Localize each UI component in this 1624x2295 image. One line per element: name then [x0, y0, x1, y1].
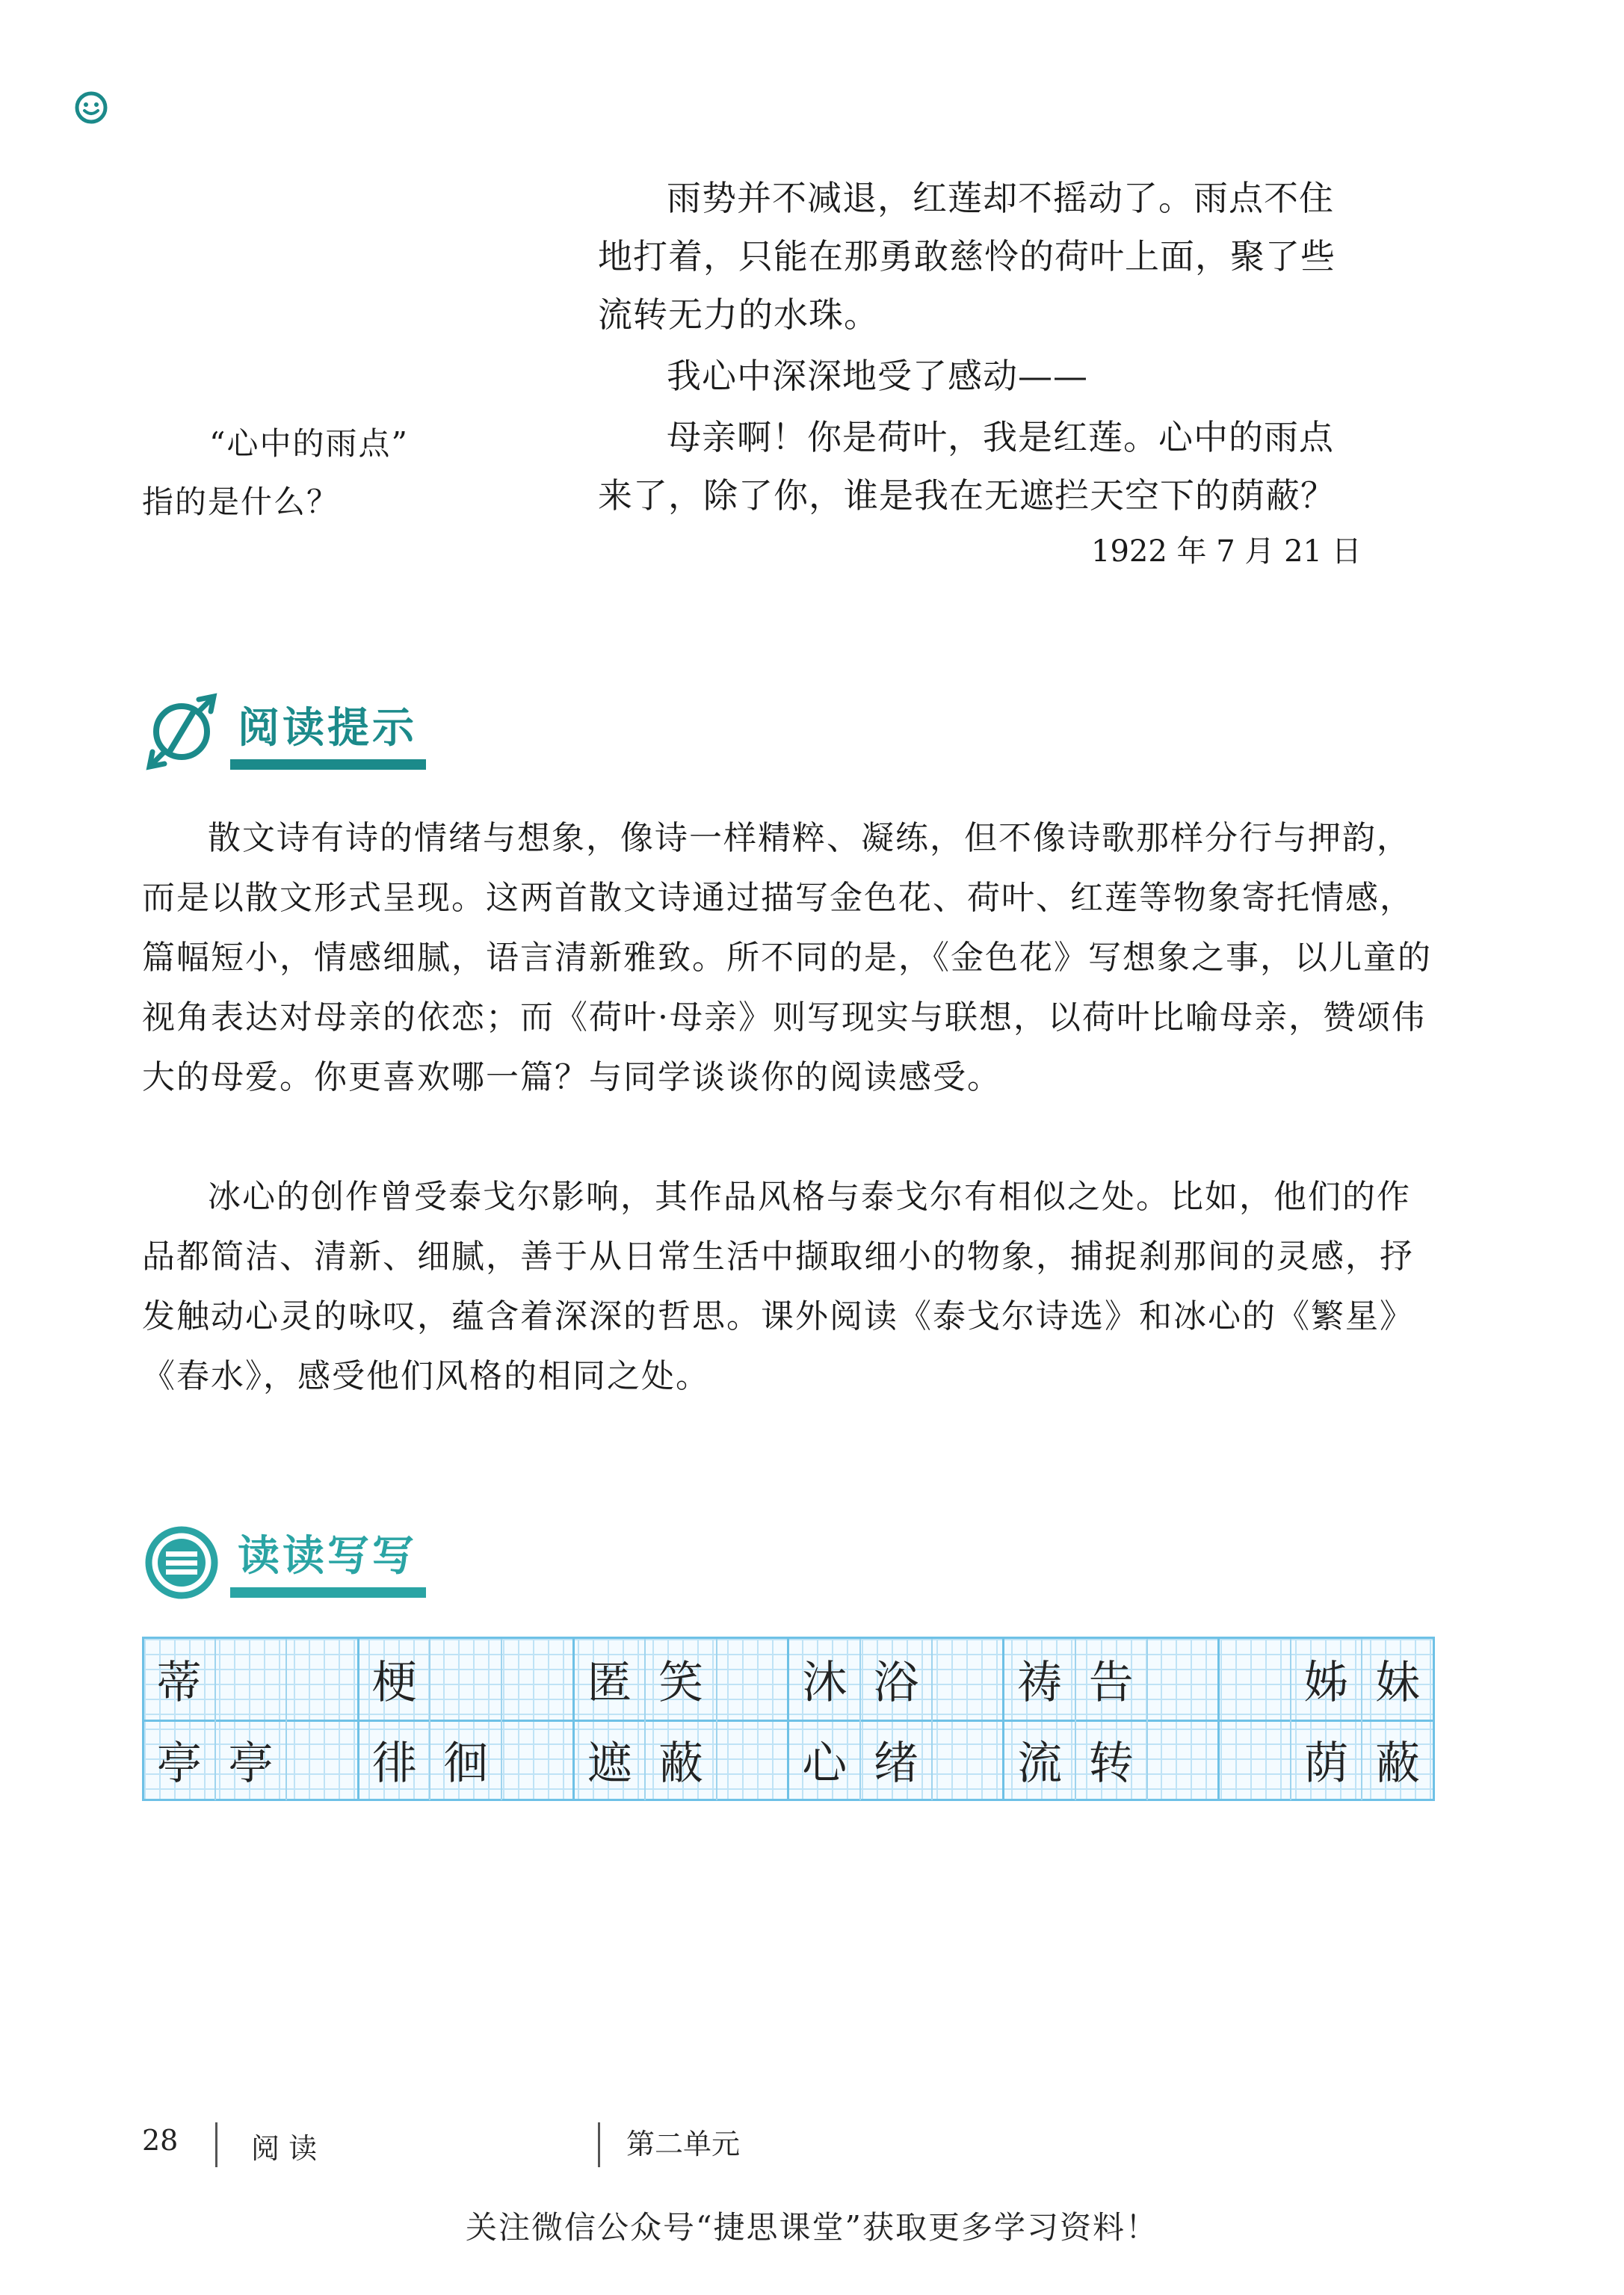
grid-cell: 绪 [861, 1720, 933, 1800]
word-group [1004, 1720, 1220, 1800]
reading-tip-icon [141, 691, 223, 773]
word-group [359, 1720, 575, 1800]
grid-cell [216, 1639, 288, 1720]
word-group [575, 1639, 790, 1720]
footer-note: 关注微信公众号“捷思课堂”获取更多学习资料！ [466, 2209, 1158, 2246]
poem-date: 1922 年 7 月 21 日 [1091, 534, 1362, 569]
grid-cell: 沐 [789, 1639, 861, 1720]
grid-cell [502, 1720, 572, 1800]
poem-paragraph-1 [598, 169, 1435, 227]
read-write-icon [141, 1522, 223, 1604]
word-group [1004, 1639, 1220, 1720]
side-note-line-1: “心中的雨点” [209, 425, 409, 462]
grid-cell: 蒂 [144, 1639, 216, 1720]
grid-cell [430, 1639, 502, 1720]
grid-cell: 亭 [216, 1720, 288, 1800]
grid-cell [1220, 1639, 1291, 1720]
footer-unit: 第二单元 [626, 2128, 741, 2160]
grid-cell: 妹 [1375, 1657, 1421, 1709]
word-group [1220, 1639, 1433, 1720]
grid-cell [933, 1720, 1003, 1800]
grid-cell [1148, 1720, 1218, 1800]
grid-cell [502, 1639, 572, 1720]
grid-cell: 告 [1076, 1639, 1148, 1720]
grid-cell [933, 1639, 1003, 1720]
word-group [359, 1639, 575, 1720]
grid-cell [1148, 1639, 1218, 1720]
grid-cell: 徘 [359, 1720, 431, 1800]
reading-tip-title: 阅读提示 [238, 703, 417, 753]
word-group [1220, 1720, 1433, 1800]
grid-cell [1220, 1720, 1291, 1800]
footer-divider [215, 2122, 217, 2167]
footer-divider [598, 2122, 600, 2167]
grid-cell [717, 1639, 788, 1720]
poem-paragraph-1-cont [598, 227, 1435, 344]
poem-line: 流转无力的水珠。 [598, 294, 879, 335]
grid-cell: 梗 [359, 1639, 431, 1720]
read-write-underline [230, 1587, 426, 1598]
grid-cell: 祷 [1004, 1639, 1076, 1720]
poem-paragraph-3-cont [598, 466, 1435, 525]
character-grid [142, 1637, 1435, 1801]
grid-cell [717, 1720, 788, 1800]
poem-paragraph-2: 我心中深深地受了感动—— [667, 356, 1088, 396]
grid-cell: 心 [789, 1720, 861, 1800]
grid-cell: 蔽 [646, 1720, 717, 1800]
poem-line: 母亲啊！你是荷叶，我是红莲。心中的雨点 [667, 417, 1334, 457]
side-note-line-2: 指的是什么？ [142, 484, 340, 520]
word-group [144, 1720, 359, 1800]
read-write-title: 读读写写 [238, 1531, 417, 1581]
reading-tip-paragraph-2: 冰心的创作曾受泰戈尔影响，其作品风格与泰戈尔有相似之处。比如，他们的作品都简洁、清新、细腻，善于从日常生活中撷取细小的物象，捕捉刹那间的灵感，抒发触动心灵的咏叹，蕴含着深深的哲思。课外阅读《泰戈尔诗选》和冰心的《繁星》《春水》，感受他们风格的相同之处。 [142, 1178, 1414, 1395]
grid-cell: 徊 [430, 1720, 502, 1800]
grid-cell: 流 [1004, 1720, 1076, 1800]
grid-cell: 匿 [575, 1639, 646, 1720]
reading-tip-underline [230, 759, 426, 770]
grid-cell: 荫 [1291, 1720, 1363, 1800]
word-group [789, 1720, 1004, 1800]
footer-section: 阅 读 [251, 2132, 318, 2165]
page-number: 28 [142, 2124, 179, 2157]
grid-cell: 遮 [575, 1720, 646, 1800]
word-group [144, 1639, 359, 1720]
grid-cell [287, 1639, 357, 1720]
grid-cell: 蔽 [1375, 1738, 1421, 1790]
word-group [575, 1720, 790, 1800]
poem-paragraph-3 [598, 408, 1435, 466]
grid-cell: 转 [1076, 1720, 1148, 1800]
grid-cell: 姊 [1291, 1639, 1363, 1720]
grid-cell [287, 1720, 357, 1800]
poem-line: 雨势并不减退，红莲却不摇动了。雨点不住 [667, 178, 1334, 218]
grid-cell: 浴 [861, 1639, 933, 1720]
poem-line: 来了，除了你，谁是我在无遮拦天空下的荫蔽？ [598, 475, 1336, 516]
grid-row-2 [144, 1720, 1433, 1800]
reading-tip-paragraph-1: 散文诗有诗的情绪与想象，像诗一样精粹、凝练，但不像诗歌那样分行与押韵，而是以散文形式呈现。这两首散文诗通过描写金色花、荷叶、红莲等物象寄托情感，篇幅短小，情感细腻，语言清新雅致。所不同的是，《金色花》写想象之事，以儿童的视角表达对母亲的依恋；而《荷叶·母亲》则写现实与联想，以荷叶比喻母亲，赞颂伟大的母爱。你更喜欢哪一篇？与同学谈谈你的阅读感受。 [142, 819, 1432, 1096]
word-group [789, 1639, 1004, 1720]
grid-row-1 [144, 1639, 1433, 1722]
grid-cell: 亭 [144, 1720, 216, 1800]
poem-line: 地打着，只能在那勇敢慈怜的荷叶上面，聚了些 [598, 236, 1336, 277]
smiley-icon [75, 91, 108, 124]
grid-cell: 笑 [646, 1639, 717, 1720]
